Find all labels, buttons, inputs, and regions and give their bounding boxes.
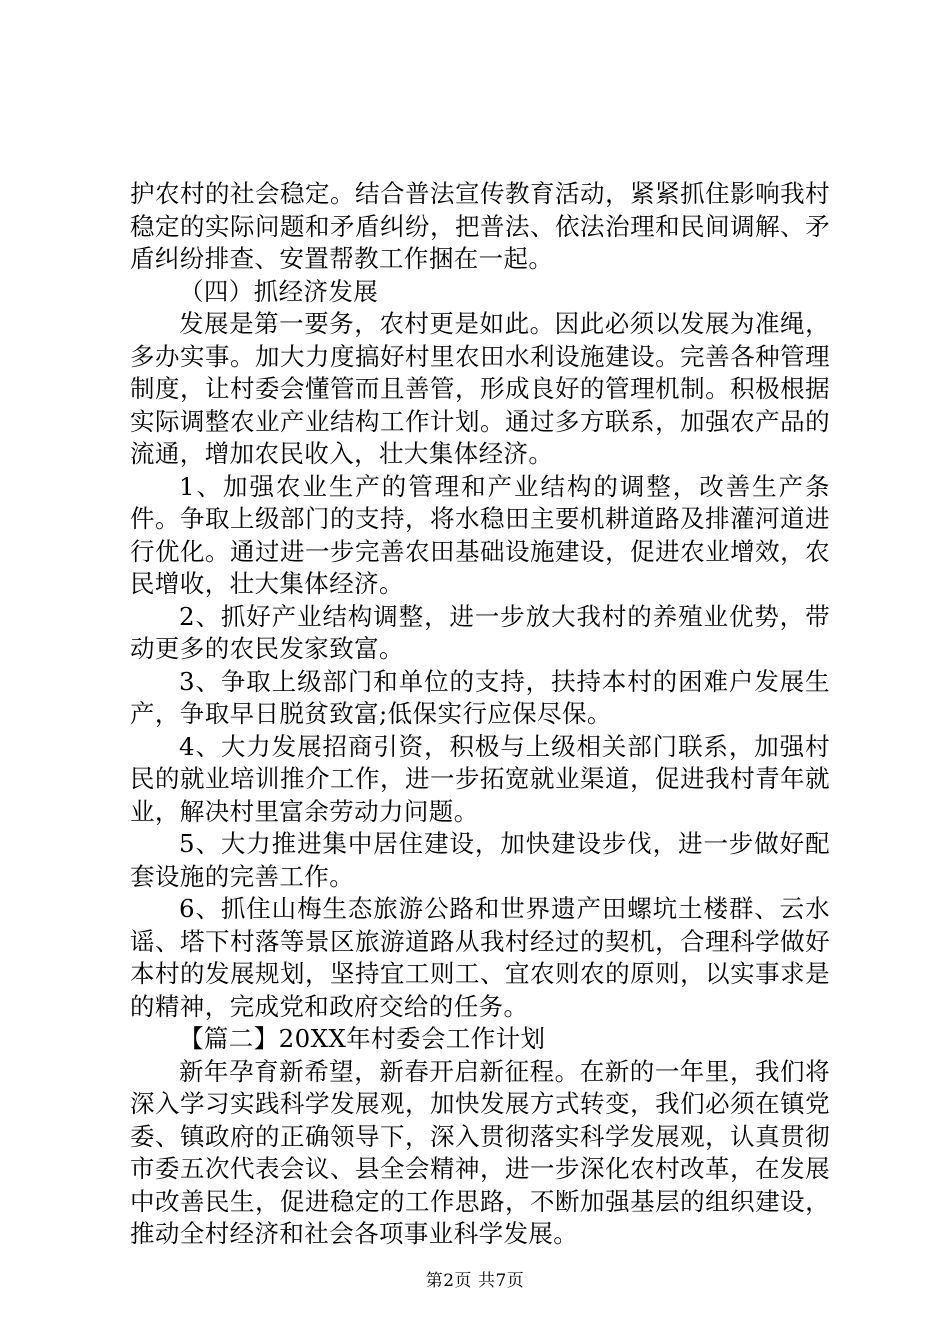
list-item-4: 4、大力发展招商引资，积极与上级相关部门联系，加强村民的就业培训推介工作，进一步拓宽就业渠道，促进我村青年就业，解决村里富余劳动力问题。 (130, 731, 830, 826)
list-item-1: 1、加强农业生产的管理和产业结构的调整，改善生产条件。争取上级部门的支持，将水稳田主要机耕道路及排灌河道进行优化。通过进一步完善农田基础设施建设，促进农业增效，农民增收，壮大集体经济。 (130, 471, 830, 598)
document-body (130, 178, 830, 1251)
page-number-footer: 第2页 共7页 (425, 1271, 525, 1291)
section-title-part-two: 【篇二】20XX年村委会工作计划 (179, 1024, 546, 1053)
paragraph-development-priority: 发展是第一要务，农村更是如此。因此必须以发展为准绳，多办实事。加大力度搞好村里农田水利设施建设。完善各种管理制度，让村委会懂管而且善管，形成良好的管理机制。积极根据实际调整农业产业结构工作计划。通过多方联系，加强农产品的流通，增加农民收入，壮大集体经济。 (130, 309, 830, 468)
list-item-6: 6、抓住山梅生态旅游公路和世界遗产田螺坑土楼群、云水谣、塔下村落等景区旅游道路从我村经过的契机，合理科学做好本村的发展规划，坚持宜工则工、宜农则农的原则，以实事求是的精神，完成党和政府交给的任务。 (130, 894, 830, 1021)
paragraph-continuation: 护农村的社会稳定。结合普法宣传教育活动，紧紧抓住影响我村稳定的实际问题和矛盾纠纷，把普法、依法治理和民间调解、矛盾纠纷排查、安置帮教工作捆在一起。 (130, 179, 830, 273)
list-item-5: 5、大力推进集中居住建设，加快建设步伐，进一步做好配套设施的完善工作。 (130, 829, 830, 891)
section-heading-economic-development: （四）抓经济发展 (179, 276, 379, 306)
paragraph-new-year-plan: 新年孕育新希望，新春开启新征程。在新的一年里，我们将深入学习实践科学发展观，加快发展方式转变，我们必须在镇党委、镇政府的正确领导下，深入贯彻落实科学发展观，认真贯彻市委五次代表会议、县全会精神，进一步深化农村改革，在发展中改善民生，促进稳定的工作思路，不断加强基层的组织建设，推动全村经济和社会各项事业科学发展。 (130, 1056, 830, 1248)
list-item-3: 3、争取上级部门和单位的支持，扶持本村的困难户发展生产，争取早日脱贫致富;低保实行应保尽保。 (130, 666, 830, 728)
list-item-2: 2、抓好产业结构调整，进一步放大我村的养殖业优势，带动更多的农民发家致富。 (130, 601, 830, 663)
